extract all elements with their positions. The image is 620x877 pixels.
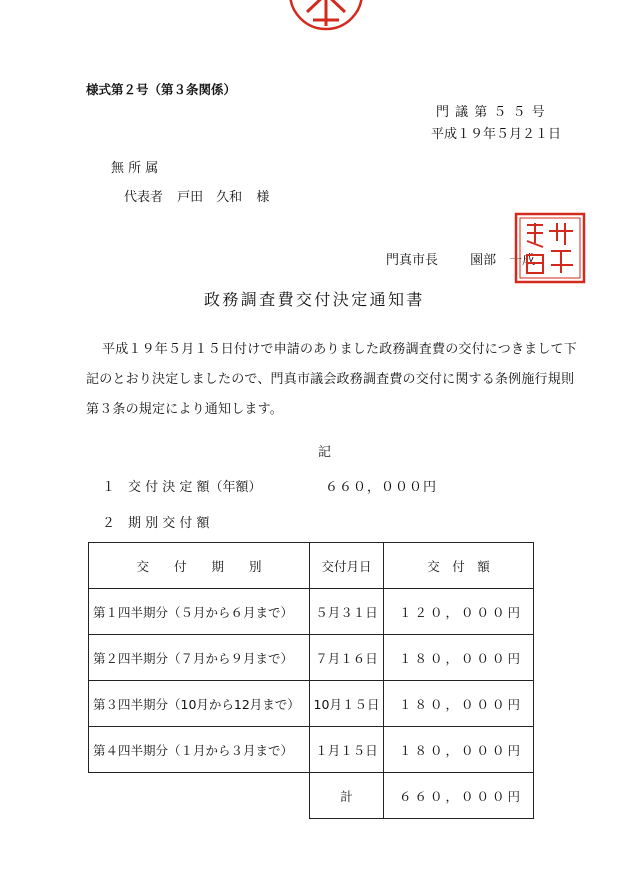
item1-amount: ６６０，０００円	[325, 480, 438, 495]
document-title: 政務調査費交付決定通知書	[204, 290, 425, 309]
official-seal	[513, 211, 587, 285]
item2-label: ２ 期 別 交 付 額	[102, 516, 210, 531]
header-date: 交付月日	[310, 543, 384, 589]
table-row	[89, 635, 534, 681]
recipient-block	[124, 186, 269, 205]
row-date: ５月３１日	[310, 589, 384, 635]
table-total-row	[89, 773, 534, 819]
header-period: 交 付 期 別	[89, 543, 310, 589]
honorific: 様	[256, 190, 270, 205]
row-period: 第４四半期分（１月から３月まで）	[89, 727, 310, 773]
row-period: 第１四半期分（５月から６月まで）	[89, 589, 310, 635]
table-row	[89, 727, 534, 773]
body-line-2: 記のとおり決定しましたので、門真市議会政務調査費の交付に関する条例施行規則	[86, 372, 575, 387]
total-label: 計	[310, 773, 384, 819]
recipient-org: 無 所 属	[111, 161, 159, 176]
document-number: 門 議 第 ５ ５ 号	[436, 105, 546, 120]
row-amount: １２０，０００円	[384, 589, 534, 635]
table-row	[89, 681, 534, 727]
total-amount: ６６０，０００円	[384, 773, 534, 819]
sender-title: 門真市長	[386, 253, 439, 268]
row-period: 第３四半期分（10月から12月まで）	[89, 681, 310, 727]
row-amount: １８０，０００円	[384, 727, 534, 773]
header-amount: 交 付 額	[384, 543, 534, 589]
row-amount: １８０，０００円	[384, 635, 534, 681]
document-date: 平成１９年５月２１日	[431, 127, 562, 142]
body-line-1: 平成１９年５月１５日付けで申請のありました政務調査費の交付につきまして下	[102, 342, 577, 357]
table-row	[89, 589, 534, 635]
row-period: 第２四半期分（７月から９月まで）	[89, 635, 310, 681]
item1-label: １ 交 付 決 定 額（年額）	[102, 480, 262, 495]
representative-title: 代表者	[124, 190, 164, 205]
ki-marker: 記	[318, 445, 332, 460]
row-date: ７月１６日	[310, 635, 384, 681]
row-date: １月１５日	[310, 727, 384, 773]
row-date: 10月１５日	[310, 681, 384, 727]
form-label: 様式第２号（第３条関係）	[86, 82, 237, 97]
payment-schedule-table	[88, 542, 534, 819]
row-amount: １８０，０００円	[384, 681, 534, 727]
representative-name: 戸田 久和	[177, 190, 243, 205]
body-line-3: 第３条の規定により通知します。	[86, 402, 283, 417]
table-header-row	[89, 543, 534, 589]
sender-name: 園部 一成	[470, 253, 536, 268]
seal-stamp-top	[287, 0, 365, 32]
total-blank-cell	[89, 773, 310, 819]
